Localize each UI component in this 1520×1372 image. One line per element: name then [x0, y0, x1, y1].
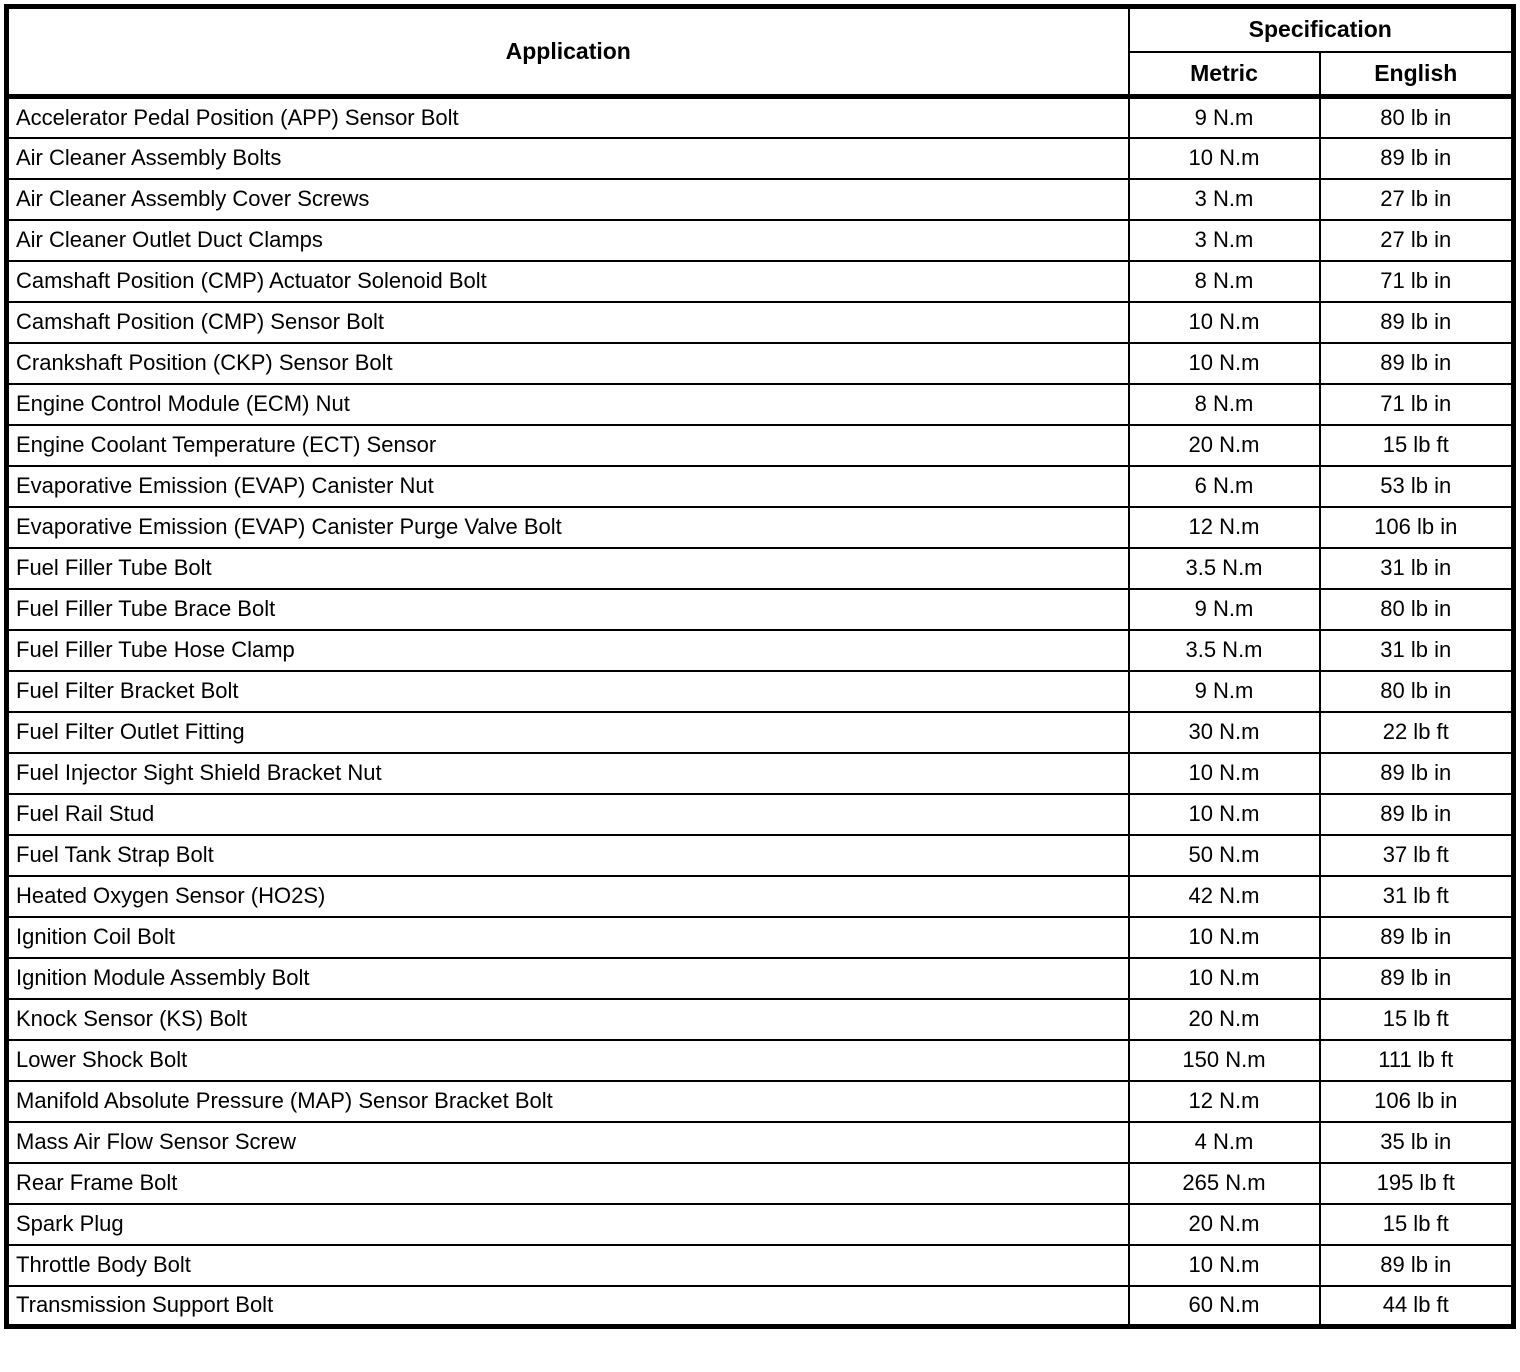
english-value-cell: 27 lb in: [1320, 179, 1514, 220]
metric-value-cell: 50 N.m: [1129, 835, 1320, 876]
table-row: [7, 220, 1514, 261]
metric-value-cell: 9 N.m: [1129, 671, 1320, 712]
metric-value-cell: 3.5 N.m: [1129, 630, 1320, 671]
application-cell: Manifold Absolute Pressure (MAP) Sensor Bracket Bolt: [7, 1081, 1129, 1122]
metric-value-cell: 3 N.m: [1129, 179, 1320, 220]
application-cell: Engine Coolant Temperature (ECT) Sensor: [7, 425, 1129, 466]
metric-value-cell: 10 N.m: [1129, 753, 1320, 794]
metric-value-cell: 20 N.m: [1129, 1204, 1320, 1245]
metric-value-cell: 9 N.m: [1129, 97, 1320, 138]
table-row: [7, 548, 1514, 589]
table-row: [7, 917, 1514, 958]
english-value-cell: 27 lb in: [1320, 220, 1514, 261]
table-row: [7, 1163, 1514, 1204]
english-value-cell: 89 lb in: [1320, 1245, 1514, 1286]
metric-value-cell: 10 N.m: [1129, 343, 1320, 384]
english-value-cell: 80 lb in: [1320, 589, 1514, 630]
header-row-specification: [7, 7, 1514, 52]
english-value-cell: 106 lb in: [1320, 1081, 1514, 1122]
application-cell: Fuel Injector Sight Shield Bracket Nut: [7, 753, 1129, 794]
spec-table-body: [7, 97, 1514, 1327]
english-value-cell: 71 lb in: [1320, 261, 1514, 302]
application-cell: Throttle Body Bolt: [7, 1245, 1129, 1286]
application-cell: Camshaft Position (CMP) Actuator Solenoid Bolt: [7, 261, 1129, 302]
table-row: [7, 1081, 1514, 1122]
metric-value-cell: 10 N.m: [1129, 917, 1320, 958]
english-value-cell: 89 lb in: [1320, 794, 1514, 835]
table-row: [7, 384, 1514, 425]
table-row: [7, 179, 1514, 220]
metric-value-cell: 42 N.m: [1129, 876, 1320, 917]
application-cell: Crankshaft Position (CKP) Sensor Bolt: [7, 343, 1129, 384]
english-value-cell: 106 lb in: [1320, 507, 1514, 548]
metric-value-cell: 8 N.m: [1129, 384, 1320, 425]
table-row: [7, 1286, 1514, 1327]
application-cell: Spark Plug: [7, 1204, 1129, 1245]
application-cell: Fuel Filler Tube Brace Bolt: [7, 589, 1129, 630]
metric-value-cell: 9 N.m: [1129, 589, 1320, 630]
table-row: [7, 1245, 1514, 1286]
english-value-cell: 89 lb in: [1320, 138, 1514, 179]
specification-column-header: Specification: [1129, 7, 1514, 52]
metric-value-cell: 20 N.m: [1129, 425, 1320, 466]
application-cell: Engine Control Module (ECM) Nut: [7, 384, 1129, 425]
table-row: [7, 876, 1514, 917]
metric-value-cell: 150 N.m: [1129, 1040, 1320, 1081]
application-cell: Air Cleaner Assembly Bolts: [7, 138, 1129, 179]
english-value-cell: 15 lb ft: [1320, 999, 1514, 1040]
table-row: [7, 958, 1514, 999]
application-cell: Evaporative Emission (EVAP) Canister Nut: [7, 466, 1129, 507]
application-cell: Evaporative Emission (EVAP) Canister Purge Valve Bolt: [7, 507, 1129, 548]
english-value-cell: 89 lb in: [1320, 917, 1514, 958]
english-value-cell: 44 lb ft: [1320, 1286, 1514, 1327]
table-row: [7, 261, 1514, 302]
metric-value-cell: 10 N.m: [1129, 138, 1320, 179]
table-header: [7, 7, 1514, 97]
english-value-cell: 31 lb ft: [1320, 876, 1514, 917]
metric-value-cell: 3.5 N.m: [1129, 548, 1320, 589]
application-cell: Lower Shock Bolt: [7, 1040, 1129, 1081]
application-cell: Heated Oxygen Sensor (HO2S): [7, 876, 1129, 917]
english-value-cell: 37 lb ft: [1320, 835, 1514, 876]
table-row: [7, 507, 1514, 548]
table-row: [7, 343, 1514, 384]
english-value-cell: 89 lb in: [1320, 302, 1514, 343]
table-row: [7, 999, 1514, 1040]
torque-specifications-table: [4, 4, 1516, 1329]
application-cell: Mass Air Flow Sensor Screw: [7, 1122, 1129, 1163]
application-cell: Fuel Tank Strap Bolt: [7, 835, 1129, 876]
application-cell: Air Cleaner Outlet Duct Clamps: [7, 220, 1129, 261]
metric-value-cell: 10 N.m: [1129, 302, 1320, 343]
english-value-cell: 111 lb ft: [1320, 1040, 1514, 1081]
metric-value-cell: 4 N.m: [1129, 1122, 1320, 1163]
application-cell: Fuel Filter Outlet Fitting: [7, 712, 1129, 753]
english-value-cell: 71 lb in: [1320, 384, 1514, 425]
metric-value-cell: 3 N.m: [1129, 220, 1320, 261]
table-row: [7, 1040, 1514, 1081]
english-value-cell: 89 lb in: [1320, 958, 1514, 999]
english-value-cell: 15 lb ft: [1320, 425, 1514, 466]
metric-value-cell: 10 N.m: [1129, 1245, 1320, 1286]
english-value-cell: 15 lb ft: [1320, 1204, 1514, 1245]
english-value-cell: 35 lb in: [1320, 1122, 1514, 1163]
application-cell: Knock Sensor (KS) Bolt: [7, 999, 1129, 1040]
english-value-cell: 22 lb ft: [1320, 712, 1514, 753]
english-value-cell: 53 lb in: [1320, 466, 1514, 507]
english-value-cell: 80 lb in: [1320, 671, 1514, 712]
table-row: [7, 753, 1514, 794]
table-row: [7, 794, 1514, 835]
table-row: [7, 97, 1514, 138]
table-row: [7, 466, 1514, 507]
application-cell: Camshaft Position (CMP) Sensor Bolt: [7, 302, 1129, 343]
table-row: [7, 589, 1514, 630]
application-cell: Air Cleaner Assembly Cover Screws: [7, 179, 1129, 220]
table-row: [7, 425, 1514, 466]
application-cell: Accelerator Pedal Position (APP) Sensor Bolt: [7, 97, 1129, 138]
metric-value-cell: 12 N.m: [1129, 1081, 1320, 1122]
table-row: [7, 835, 1514, 876]
english-value-cell: 80 lb in: [1320, 97, 1514, 138]
metric-value-cell: 6 N.m: [1129, 466, 1320, 507]
metric-column-header: Metric: [1129, 52, 1320, 97]
application-cell: Rear Frame Bolt: [7, 1163, 1129, 1204]
application-cell: Fuel Filler Tube Hose Clamp: [7, 630, 1129, 671]
table-row: [7, 712, 1514, 753]
metric-value-cell: 10 N.m: [1129, 794, 1320, 835]
metric-value-cell: 10 N.m: [1129, 958, 1320, 999]
application-cell: Ignition Module Assembly Bolt: [7, 958, 1129, 999]
application-cell: Fuel Filler Tube Bolt: [7, 548, 1129, 589]
english-column-header: English: [1320, 52, 1514, 97]
metric-value-cell: 20 N.m: [1129, 999, 1320, 1040]
metric-value-cell: 265 N.m: [1129, 1163, 1320, 1204]
application-cell: Ignition Coil Bolt: [7, 917, 1129, 958]
application-cell: Transmission Support Bolt: [7, 1286, 1129, 1327]
application-column-header: Application: [7, 7, 1129, 97]
english-value-cell: 31 lb in: [1320, 548, 1514, 589]
table-row: [7, 630, 1514, 671]
english-value-cell: 89 lb in: [1320, 753, 1514, 794]
table-row: [7, 302, 1514, 343]
application-cell: Fuel Rail Stud: [7, 794, 1129, 835]
metric-value-cell: 8 N.m: [1129, 261, 1320, 302]
table-row: [7, 671, 1514, 712]
metric-value-cell: 12 N.m: [1129, 507, 1320, 548]
table-row: [7, 1122, 1514, 1163]
english-value-cell: 31 lb in: [1320, 630, 1514, 671]
application-cell: Fuel Filter Bracket Bolt: [7, 671, 1129, 712]
english-value-cell: 89 lb in: [1320, 343, 1514, 384]
metric-value-cell: 60 N.m: [1129, 1286, 1320, 1327]
metric-value-cell: 30 N.m: [1129, 712, 1320, 753]
table-row: [7, 138, 1514, 179]
table-row: [7, 1204, 1514, 1245]
english-value-cell: 195 lb ft: [1320, 1163, 1514, 1204]
